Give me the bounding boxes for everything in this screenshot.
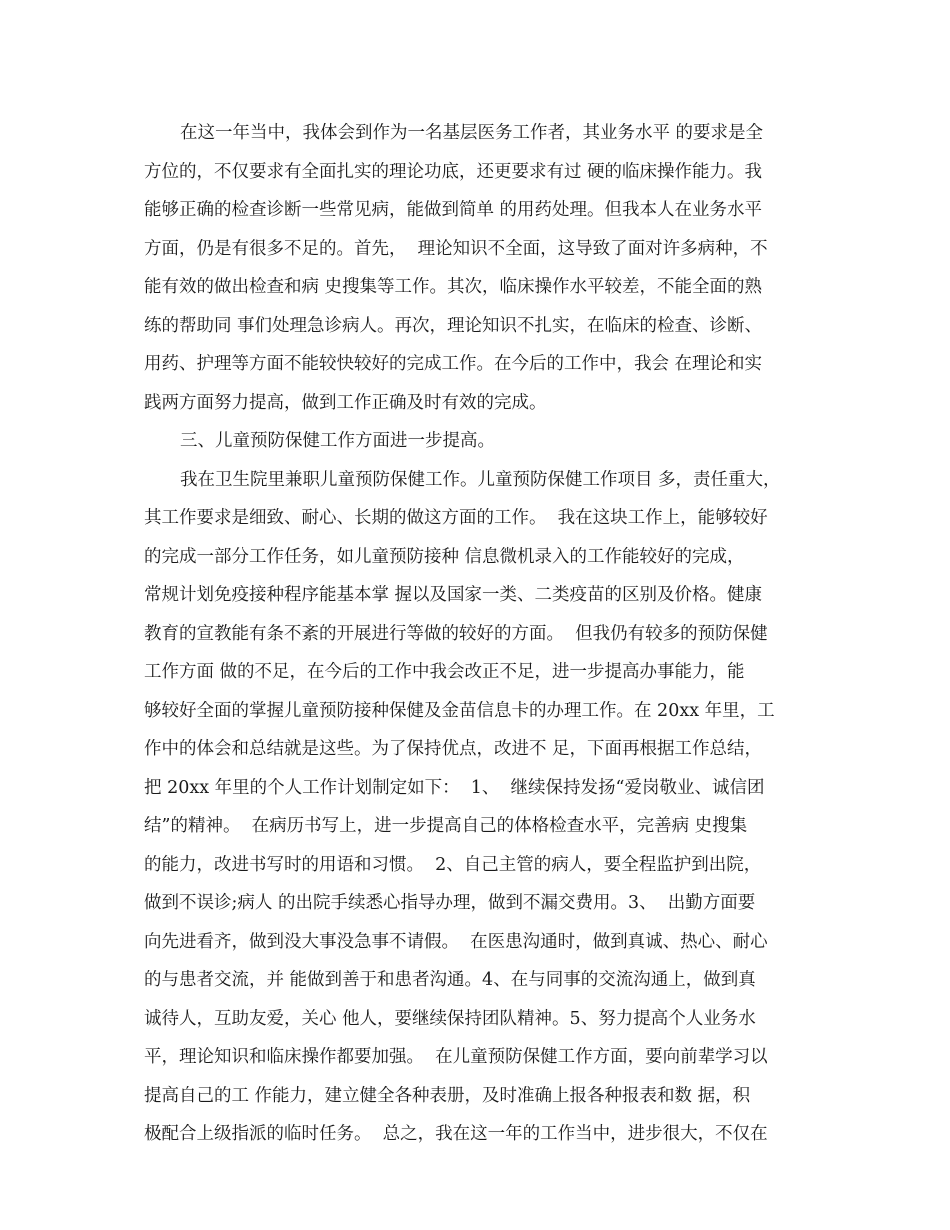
text-line: 用药、护理等方面不能较快较好的完成工作。在今后的工作中，我会 在理论和实 [144, 354, 763, 374]
text-line: 把 20xx 年里的个人工作计划制定如下： 1、 继续保持发扬“爱岗敬业、诚信团 [144, 777, 765, 798]
text-line: 的与患者交流，并 能做到善于和患者沟通。4、在与同事的交流沟通上，做到真 [144, 970, 756, 990]
text-line: 常规计划免疫接种程序能基本掌 握以及国家一类、二类疫苗的区别及价格。健康 [144, 585, 763, 605]
text-line: 向先进看齐，做到没大事没急事不请假。 在医患沟通时，做到真诚、热心、耐心 [144, 931, 768, 952]
text-line: 工作方面 做的不足，在今后的工作中我会改正不足，进一步提高办事能力，能 [144, 662, 745, 682]
text-line: 够较好全面的掌握儿童预防接种保健及金苗信息卡的办理工作。在 20xx 年里，工 [144, 700, 775, 721]
text-line: 能有效的做出检查和病 史搜集等工作。其次，临床操作水平较差，不能全面的熟 [144, 277, 763, 297]
text-line: 方面，仍是有很多不足的。首先， 理论知识不全面，这导致了面对许多病种，不 [144, 238, 768, 259]
text-line: 练的帮助同 事们处理急诊病人。再次，理论知识不扎实，在临床的检查、诊断、 [144, 315, 763, 336]
text-line: 结”的精神。 在病历书写上，进一步提高自己的体格检查水平，完善病 史搜集 [144, 816, 748, 836]
text-line: 三、儿童预防保健工作方面进一步提高。 [180, 431, 495, 451]
text-line: 平，理论知识和临床操作都要加强。 在儿童预防保健工作方面，要向前辈学习以 [144, 1047, 768, 1067]
text-line: 在这一年当中，我体会到作为一名基层医务工作者，其业务水平 的要求是全 [180, 123, 764, 143]
text-line: 能够正确的检查诊断一些常见病，能做到简单 的用药处理。但我本人在业务水平 [144, 200, 763, 220]
text-line: 极配合上级指派的临时任务。 总之，我在这一年的工作当中，进步很大，不仅在 [144, 1124, 768, 1144]
text-line: 诚待人，互助友爱，关心 他人，要继续保持团队精神。5、努力提高个人业务水 [144, 1008, 756, 1029]
document-body [144, 114, 816, 1154]
text-line: 我在卫生院里兼职儿童预防保健工作。儿童预防保健工作项目 多，责任重大， [180, 469, 781, 490]
text-line: 做到不误诊;病人 的出院手续悉心指导办理，做到不漏交费用。3、 出勤方面要 [144, 893, 756, 913]
text-line: 方位的，不仅要求有全面扎实的理论功底，还更要求有过 硬的临床操作能力。我 [144, 161, 763, 182]
text-line: 作中的体会和总结就是这些。为了保持优点，改进不 足，下面再根据工作总结， [144, 739, 763, 759]
text-line: 的能力，改进书写时的用语和习惯。 2、自己主管的病人，要全程监护到出院， [144, 854, 762, 875]
text-line: 教育的宣教能有条不紊的开展进行等做的较好的方面。 但我仍有较多的预防保健 [144, 623, 768, 644]
text-line: 的完成一部分工作任务，如儿童预防接种 信息微机录入的工作能较好的完成， [144, 546, 745, 567]
text-line: 提高自己的工 作能力，建立健全各种表册，及时准确上报各种报表和数 据，积 [144, 1085, 751, 1106]
text-line: 践两方面努力提高，做到工作正确及时有效的完成。 [144, 392, 547, 413]
text-line: 其工作要求是细致、耐心、长期的做这方面的工作。 我在这块工作上，能够较好 [144, 508, 768, 528]
